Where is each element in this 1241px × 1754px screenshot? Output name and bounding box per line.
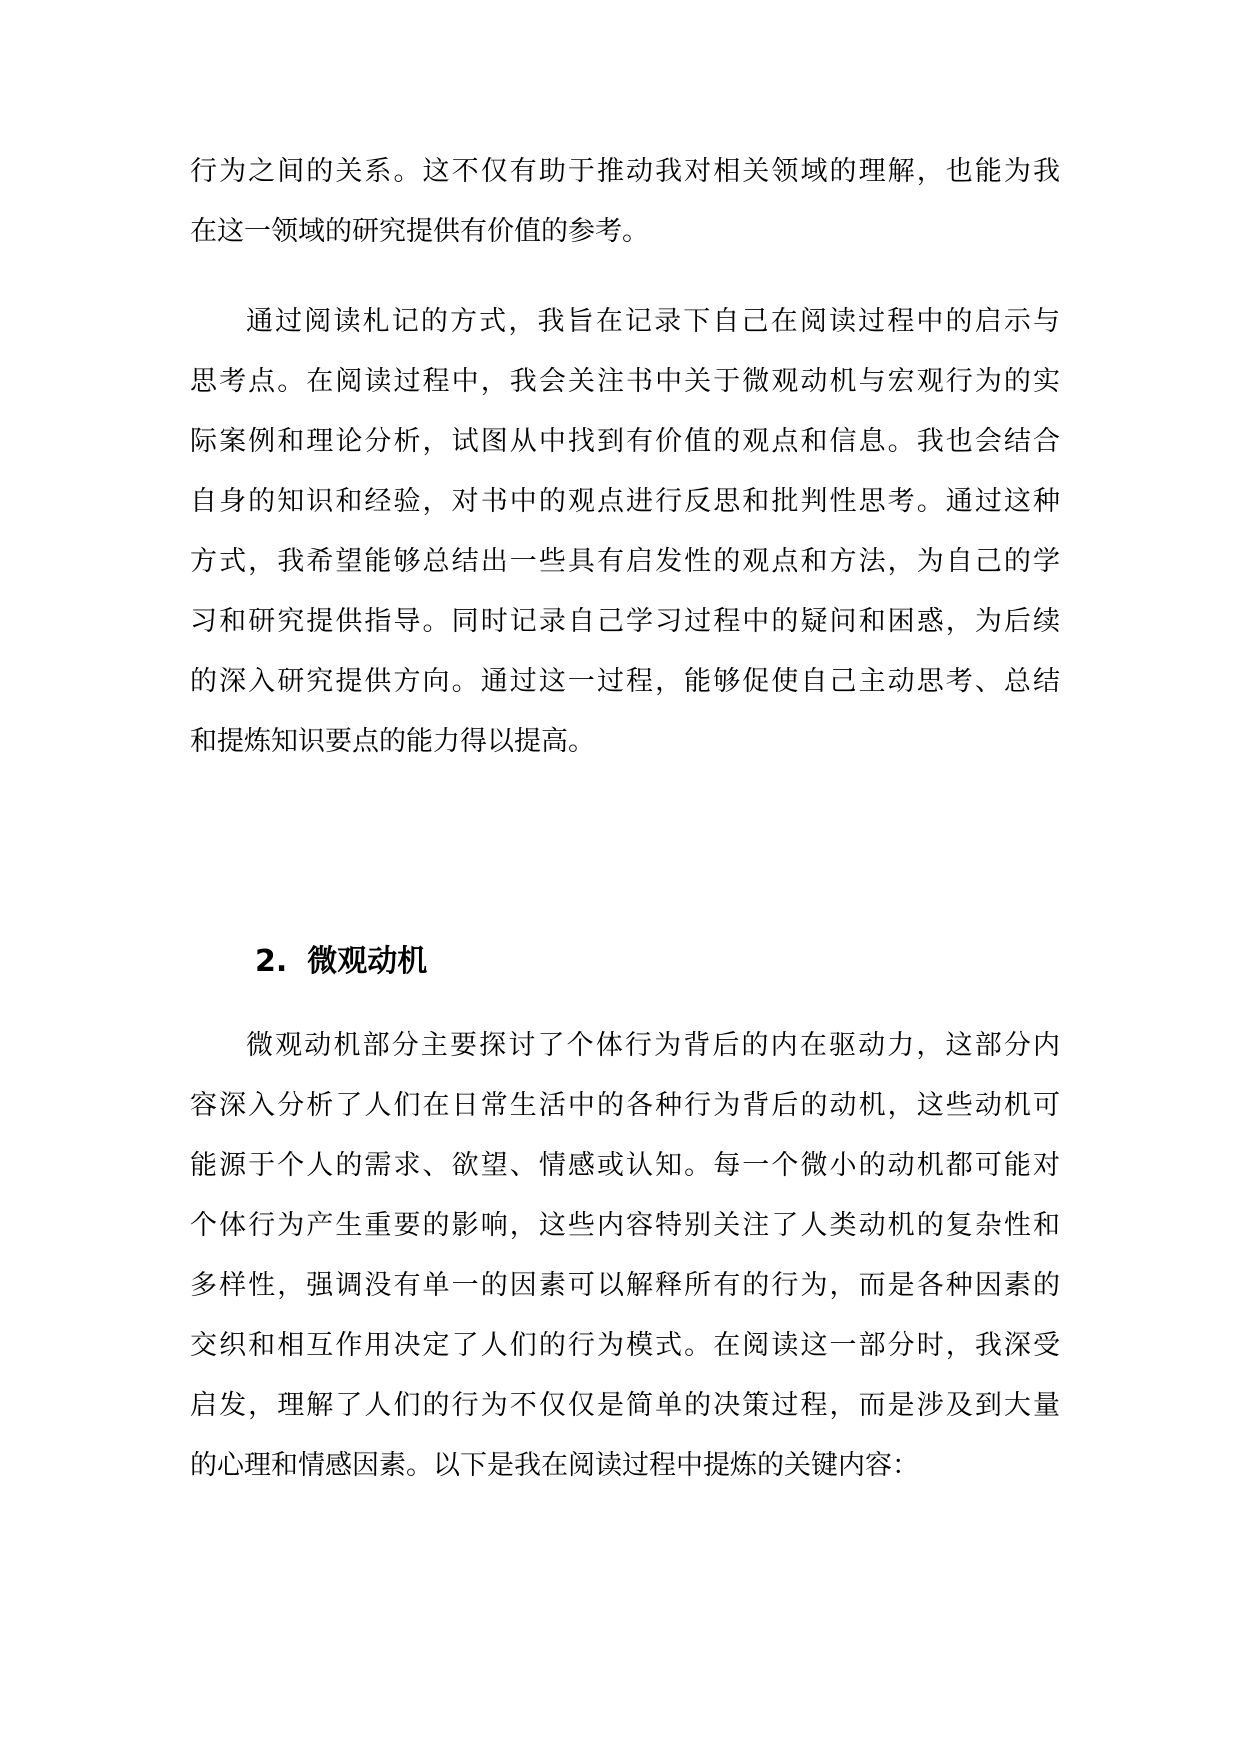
paragraph-line: 容深入分析了人们在日常生活中的各种行为背后的动机，这些动机可 xyxy=(190,1090,1060,1121)
paragraph-line: 启发，理解了人们的行为不仅仅是简单的决策过程，而是涉及到大量 xyxy=(190,1390,1060,1421)
section-number: 2. xyxy=(255,944,288,979)
paragraph-line: 能源于个人的需求、欲望、情感或认知。每一个微小的动机都可能对 xyxy=(190,1150,1060,1181)
paragraph-line: 在这一领域的研究提供有价值的参考。 xyxy=(190,216,649,247)
paragraph-line: 行为之间的关系。这不仅有助于推动我对相关领域的理解，也能为我 xyxy=(190,156,1060,187)
section-heading xyxy=(255,940,427,984)
paragraph-line: 的深入研究提供方向。通过这一过程，能够促使自己主动思考、总结 xyxy=(190,666,1060,697)
paragraph-line: 思考点。在阅读过程中，我会关注书中关于微观动机与宏观行为的实 xyxy=(190,366,1060,397)
paragraph-line: 交织和相互作用决定了人们的行为模式。在阅读这一部分时，我深受 xyxy=(190,1330,1060,1361)
paragraph-line: 方式，我希望能够总结出一些具有启发性的观点和方法，为自己的学 xyxy=(190,546,1060,577)
paragraph-line: 通过阅读札记的方式，我旨在记录下自己在阅读过程中的启示与 xyxy=(246,306,1060,337)
paragraph-line: 微观动机部分主要探讨了个体行为背后的内在驱动力，这部分内 xyxy=(246,1030,1060,1061)
paragraph-line: 个体行为产生重要的影响，这些内容特别关注了人类动机的复杂性和 xyxy=(190,1210,1060,1241)
paragraph-line: 和提炼知识要点的能力得以提高。 xyxy=(190,726,595,757)
paragraph-line: 多样性，强调没有单一的因素可以解释所有的行为，而是各种因素的 xyxy=(190,1270,1060,1301)
paragraph-line: 的心理和情感因素。以下是我在阅读过程中提炼的关键内容： xyxy=(190,1450,919,1481)
paragraph-line: 际案例和理论分析，试图从中找到有价值的观点和信息。我也会结合 xyxy=(190,426,1060,457)
paragraph-line: 自身的知识和经验，对书中的观点进行反思和批判性思考。通过这种 xyxy=(190,486,1060,517)
paragraph-line: 习和研究提供指导。同时记录自己学习过程中的疑问和困惑，为后续 xyxy=(190,606,1060,637)
section-title: 微观动机 xyxy=(307,944,428,979)
